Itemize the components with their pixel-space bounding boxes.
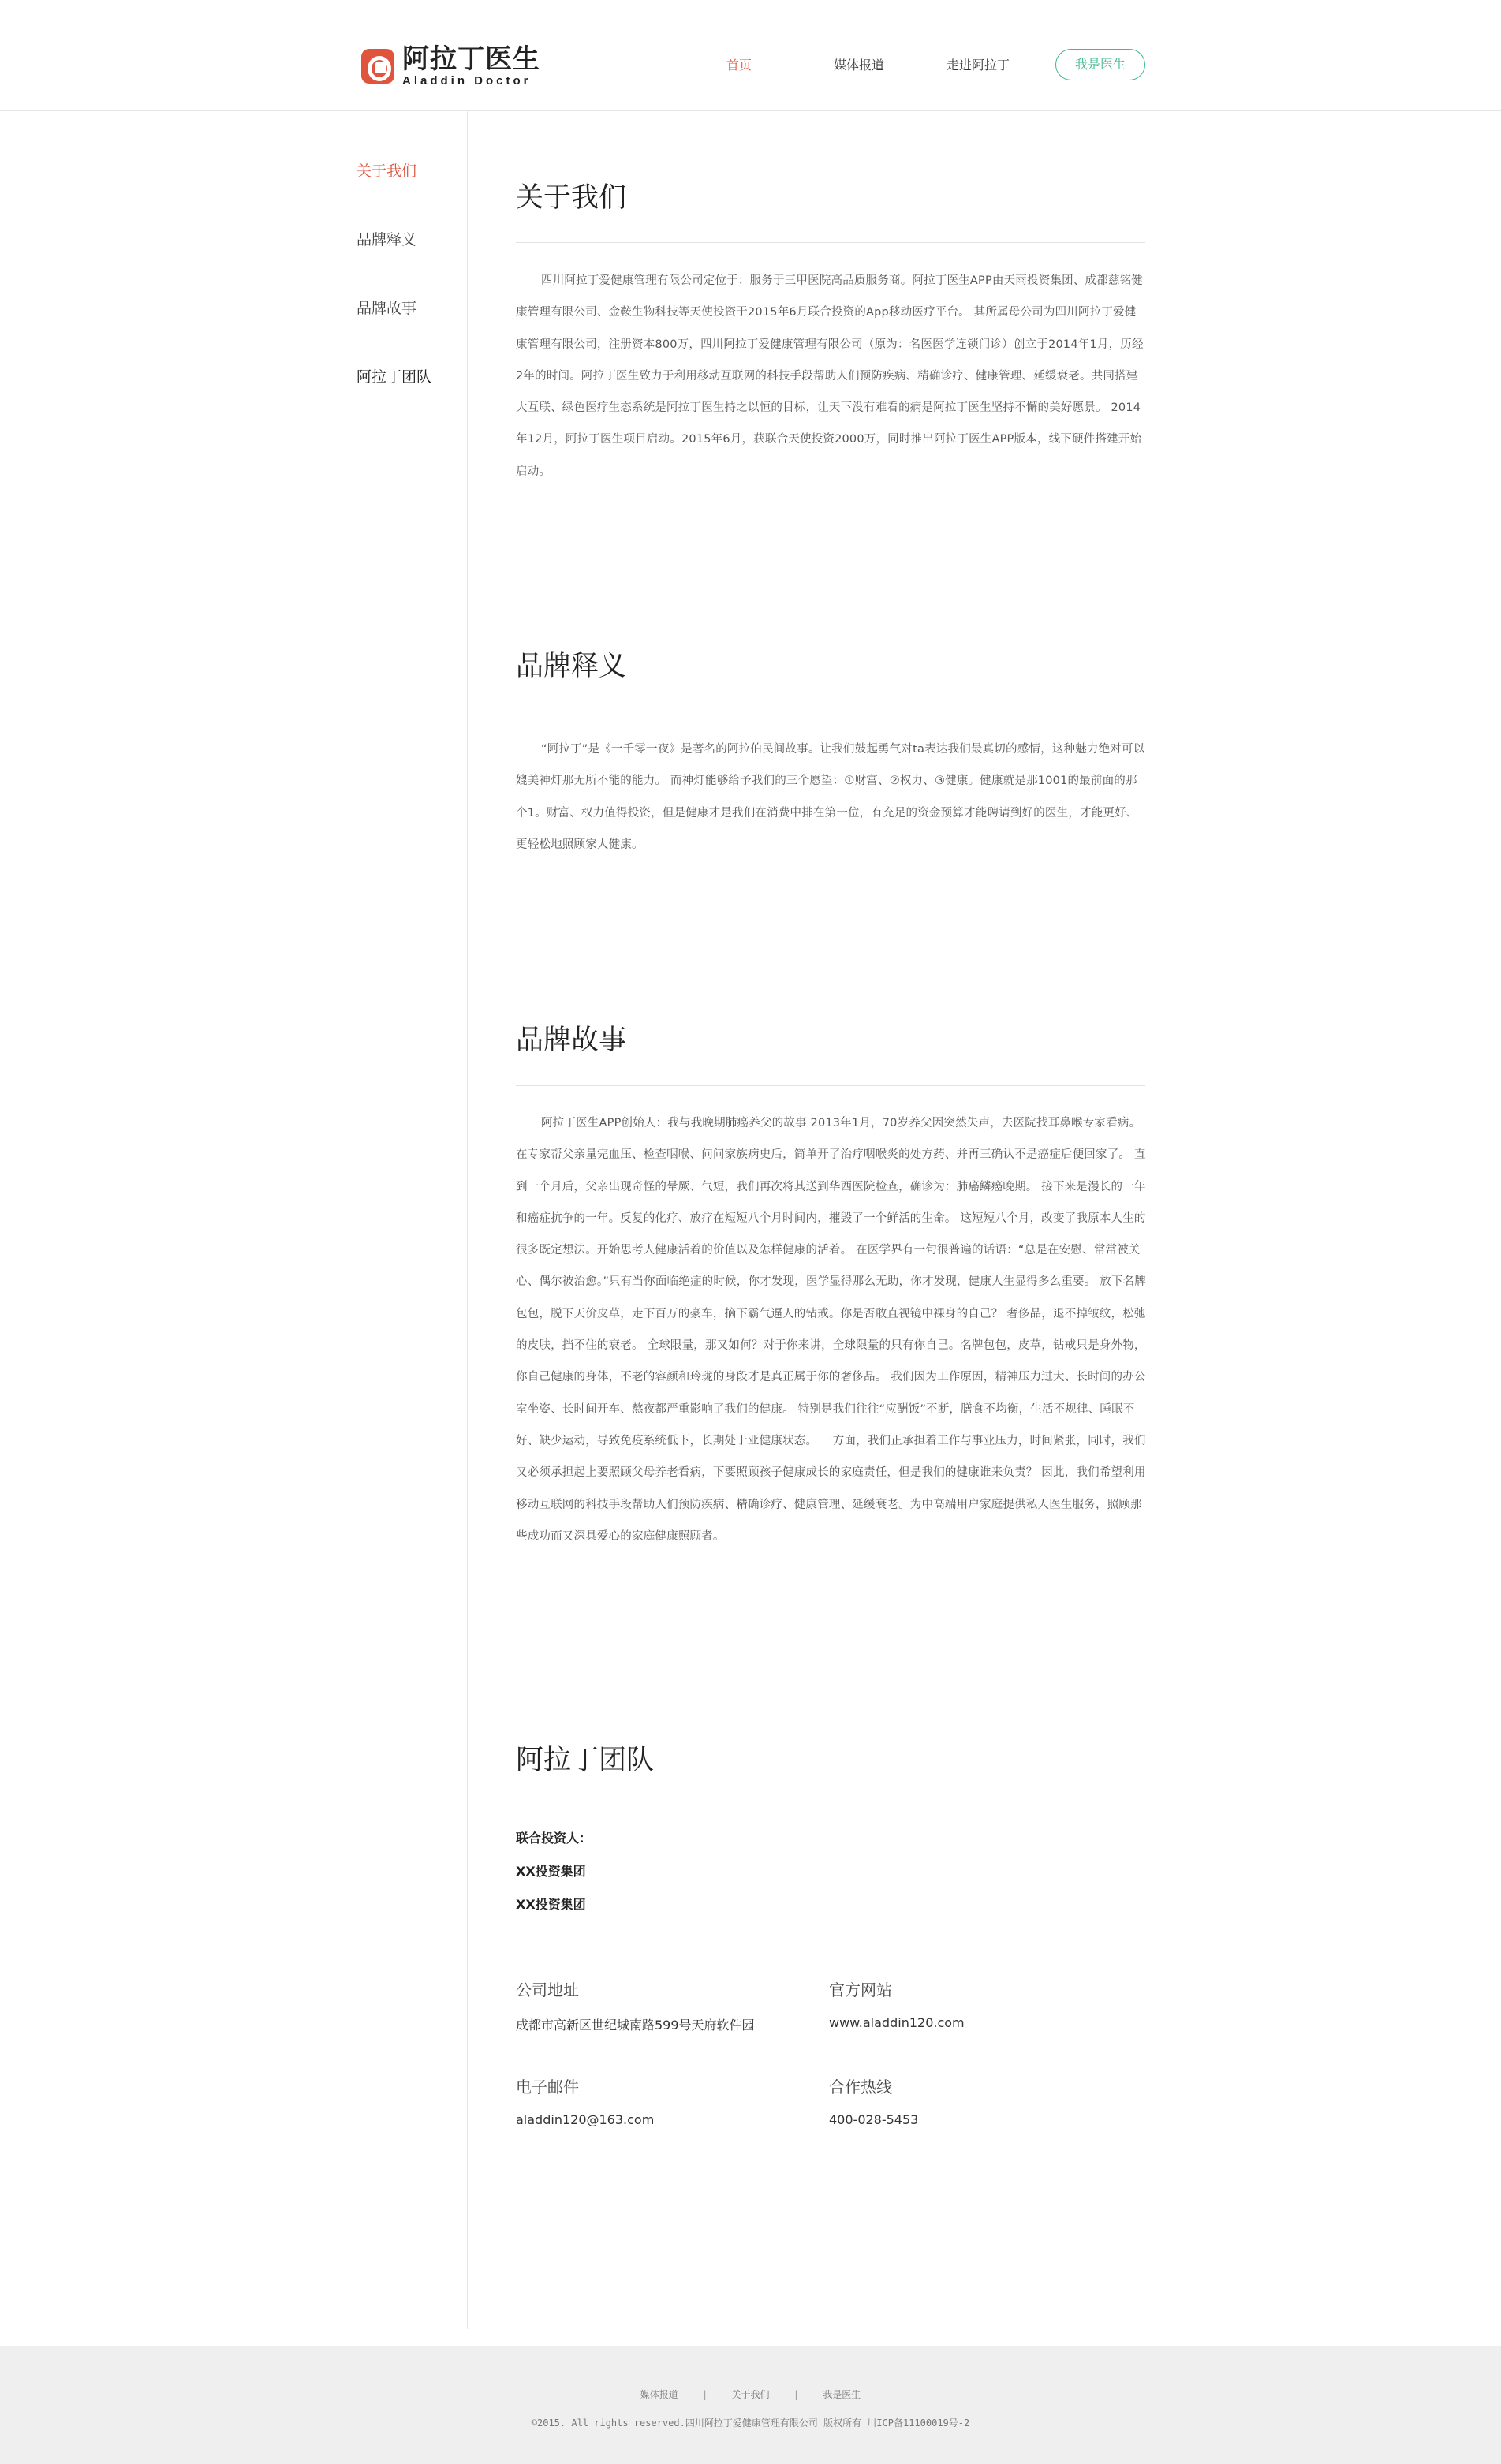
sidebar-item-story[interactable]: 品牌故事: [357, 300, 417, 317]
divider: [516, 1085, 1145, 1086]
nav-item-media[interactable]: 媒体报道: [834, 58, 885, 73]
email-link[interactable]: aladdin120@163.com: [516, 2112, 655, 2127]
footer-link-about[interactable]: 关于我们: [731, 2389, 770, 2400]
sidebar-item-about[interactable]: 关于我们: [357, 162, 417, 180]
investors-label: 联合投资人：: [516, 1831, 592, 1846]
about-text: 四川阿拉丁爱健康管理有限公司定位于：服务于三甲医院高品质服务商。阿拉丁医生APP由天雨投资集团、成都慈铭健康管理有限公司、金鞍生物科技等天使投资于2015年6月联合投资的App移动医疗平台。 其所属母公司为四川阿拉丁爱健康管理有限公司，注册资本800万，四川阿拉丁爱健康管理有限公司（原为：名医医学连锁门诊）创立于2014年1月，历经2年的时间。阿拉丁医生致力于利用移动互联网的科技手段帮助人们预防疾病、精确诊疗、健康管理、延缓衰老。共同搭建大互联、绿色医疗生态系统是阿拉丁医生持之以恒的目标，让天下没有难看的病是阿拉丁医生坚持不懈的美好愿景。 2014年12月，阿拉丁医生项目启动。2015年6月，获联合天使投资2000万，同时推出阿拉丁医生APP版本，线下硬件搭建开始启动。: [516, 274, 1144, 478]
story-text: 阿拉丁医生APP创始人：我与我晚期肺癌养父的故事 2013年1月，70岁养父因突然失声，去医院找耳鼻喉专家看病。在专家帮父亲量完血压、检查咽喉、问问家族病史后，简单开了治疗咽喉炎的处方药、并再三确认不是癌症后便回家了。 直到一个月后，父亲出现奇怪的晕厥、气短，我们再次将其送到华西医院检查，确诊为：肺癌鳞癌晚期。 接下来是漫长的一年和癌症抗争的一年。反复的化疗、放疗在短短八个月时间内，摧毁了一个鲜活的生命。 这短短八个月，改变了我原本人生的很多既定想法。开始思考人健康活着的价值以及怎样健康的活着。 在医学界有一句很普遍的话语：“总是在安慰、常常被关心、偶尔被治愈。”只有当你面临绝症的时候，你才发现，医学显得那么无助，你才发现，健康人生显得多么重要。 放下名牌包包，脱下天价皮草，走下百万的豪车，摘下霸气逼人的钻戒。你是否敢直视镜中裸身的自己？ 奢侈品，退不掉皱纹，松弛的皮肤，挡不住的衰老。 全球限量，那又如何？对于你来讲，全球限量的只有你自己。名牌包包，皮草，钻戒只是身外物，你自己健康的身体，不老的容颜和玲珑的身段才是真正属于你的奢侈品。 我们因为工作原因，精神压力过大、长时间的办公室坐姿、长时间开车、熬夜都严重影响了我们的健康。 特别是我们往往“应酬饭”不断，膳食不均衡，生活不规律、睡眠不好、缺少运动，导致免疫系统低下，长期处于亚健康状态。 一方面，我们正承担着工作与事业压力，时间紧张，同时，我们又必须承担起上要照顾父母养老看病，下要照顾孩子健康成长的家庭责任，但是我们的健康谁来负责？ 因此，我们希望利用移动互联网的科技手段帮助人们预防疾病、精确诊疗、健康管理、延缓衰老。为中高端用户家庭提供私人医生服务，照顾那些成功而又深具爱心的家庭健康照顾者。: [516, 1117, 1147, 1543]
logo-name-cn: 阿拉丁医生: [402, 43, 540, 75]
copyright: ©2015. All rights reserved.四川阿拉丁爱健康管理有限公司 版权所有 川ICP备11100019号-2: [531, 2417, 970, 2429]
footer-link-media[interactable]: 媒体报道: [640, 2389, 678, 2400]
doctor-button[interactable]: 我是医生: [1055, 49, 1145, 80]
sidebar-item-meaning[interactable]: 品牌释义: [357, 231, 417, 248]
meaning-text: “阿拉丁”是《一千零一夜》是著名的阿拉伯民间故事。让我们鼓起勇气对ta表达我们最真切的感情，这种魅力绝对可以媲美神灯那无所不能的能力。 而神灯能够给予我们的三个愿望：①财富、②权力、③健康。健康就是那1001的最前面的那个1。财富、权力值得投资，但是健康才是我们在消费中排在第一位，有充足的资金预算才能聘请到好的医生，才能更好、更轻松地照顾家人健康。: [516, 743, 1145, 851]
hotline-value: 400-028-5453: [829, 2112, 919, 2127]
address-label: 公司地址: [516, 1981, 579, 1999]
investor-item: XX投资集团: [516, 1897, 586, 1912]
investor-item: XX投资集团: [516, 1864, 586, 1879]
email-label: 电子邮件: [516, 2078, 579, 2096]
sidebar-item-team[interactable]: 阿拉丁团队: [357, 368, 432, 386]
section-title-story: 品牌故事: [516, 1025, 627, 1056]
section-title-team: 阿拉丁团队: [516, 1745, 655, 1776]
nav-item-about-aladdin[interactable]: 走进阿拉丁: [947, 58, 1010, 73]
logo-name-en: Aladdin Doctor: [402, 74, 532, 88]
section-title-about: 关于我们: [516, 182, 627, 214]
footer-link-doctor[interactable]: 我是医生: [823, 2389, 861, 2400]
section-title-meaning: 品牌释义: [516, 651, 627, 682]
site-header: [0, 0, 1501, 111]
website-link[interactable]: www.aladdin120.com: [829, 2015, 965, 2030]
footer-links: [0, 2387, 1501, 2401]
footer-separator: |: [703, 2389, 707, 2400]
footer-separator: |: [794, 2389, 798, 2400]
address-value: 成都市高新区世纪城南路599号天府软件园: [516, 2018, 755, 2033]
main-nav: [0, 49, 1501, 80]
website-label: 官方网站: [829, 1981, 892, 1999]
divider: [516, 242, 1145, 243]
site-footer: [0, 2346, 1501, 2464]
nav-item-home[interactable]: 首页: [726, 58, 752, 73]
sidebar-divider: [467, 111, 468, 2329]
hotline-label: 合作热线: [829, 2078, 892, 2096]
